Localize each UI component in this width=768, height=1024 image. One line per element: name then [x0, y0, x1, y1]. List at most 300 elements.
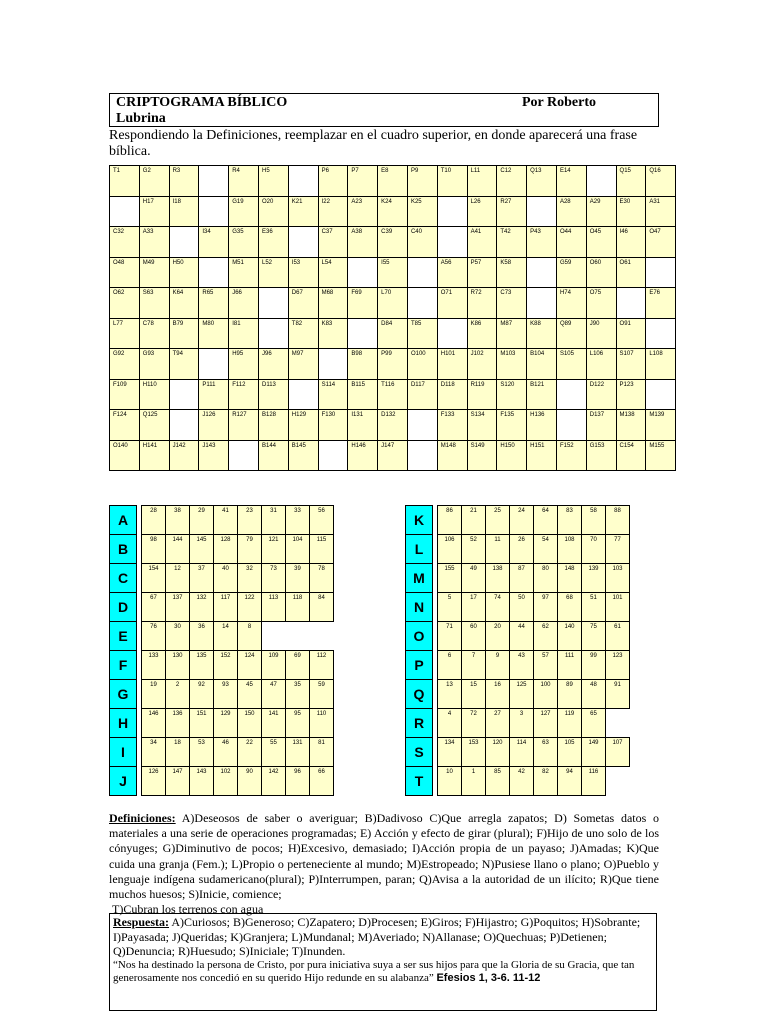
grid-cell[interactable] — [348, 410, 378, 441]
key-number[interactable]: 131 — [286, 738, 310, 767]
grid-cell[interactable] — [318, 379, 348, 410]
key-number[interactable]: 124 — [238, 651, 262, 680]
key-number[interactable]: 119 — [558, 709, 582, 738]
key-number[interactable]: 17 — [462, 593, 486, 622]
key-number[interactable]: 145 — [190, 535, 214, 564]
grid-cell[interactable] — [348, 379, 378, 410]
grid-cell[interactable] — [258, 227, 288, 258]
key-number[interactable]: 16 — [486, 680, 510, 709]
grid-cell[interactable] — [139, 410, 169, 441]
key-number[interactable]: 98 — [142, 535, 166, 564]
grid-cell[interactable] — [169, 257, 199, 288]
grid-cell[interactable] — [110, 349, 140, 380]
key-number[interactable]: 67 — [142, 593, 166, 622]
key-number[interactable]: 85 — [486, 767, 510, 796]
key-number[interactable]: 139 — [582, 564, 606, 593]
grid-cell[interactable] — [110, 318, 140, 349]
grid-cell[interactable] — [616, 318, 646, 349]
grid-cell[interactable] — [139, 318, 169, 349]
key-number[interactable]: 32 — [238, 564, 262, 593]
grid-cell[interactable] — [348, 440, 378, 471]
key-number[interactable]: 144 — [166, 535, 190, 564]
grid-cell[interactable] — [378, 379, 408, 410]
key-number[interactable]: 146 — [142, 709, 166, 738]
grid-cell[interactable] — [407, 379, 437, 410]
grid-cell[interactable] — [348, 227, 378, 258]
grid-cell[interactable] — [467, 349, 497, 380]
key-number[interactable]: 115 — [310, 535, 334, 564]
key-number[interactable]: 3 — [510, 709, 534, 738]
grid-cell[interactable] — [646, 166, 676, 197]
key-number[interactable]: 111 — [558, 651, 582, 680]
grid-cell[interactable] — [348, 288, 378, 319]
grid-cell[interactable] — [497, 288, 527, 319]
grid-cell[interactable] — [229, 288, 259, 319]
key-number[interactable]: 80 — [534, 564, 558, 593]
key-number[interactable]: 123 — [606, 651, 630, 680]
grid-cell[interactable] — [467, 440, 497, 471]
key-number[interactable]: 93 — [214, 680, 238, 709]
key-number[interactable]: 38 — [166, 506, 190, 535]
grid-cell[interactable] — [169, 440, 199, 471]
key-number[interactable]: 110 — [310, 709, 334, 738]
key-number[interactable]: 100 — [534, 680, 558, 709]
grid-cell[interactable] — [616, 257, 646, 288]
key-number[interactable]: 153 — [462, 738, 486, 767]
grid-cell[interactable] — [407, 318, 437, 349]
key-number[interactable]: 141 — [262, 709, 286, 738]
key-number[interactable]: 65 — [582, 709, 606, 738]
key-number[interactable]: 61 — [606, 622, 630, 651]
key-number[interactable]: 26 — [510, 535, 534, 564]
key-number[interactable]: 142 — [262, 767, 286, 796]
key-number[interactable]: 15 — [462, 680, 486, 709]
key-number[interactable]: 19 — [142, 680, 166, 709]
grid-cell[interactable] — [258, 440, 288, 471]
grid-cell[interactable] — [616, 196, 646, 227]
grid-cell[interactable] — [378, 288, 408, 319]
key-number[interactable]: 18 — [166, 738, 190, 767]
grid-cell[interactable] — [556, 349, 586, 380]
key-number[interactable]: 88 — [606, 506, 630, 535]
grid-cell[interactable] — [527, 440, 557, 471]
key-number[interactable]: 143 — [190, 767, 214, 796]
grid-cell[interactable] — [497, 440, 527, 471]
grid-cell[interactable] — [497, 379, 527, 410]
key-number[interactable]: 9 — [486, 651, 510, 680]
key-number[interactable]: 92 — [190, 680, 214, 709]
grid-cell[interactable] — [318, 227, 348, 258]
key-number[interactable]: 89 — [558, 680, 582, 709]
grid-cell[interactable] — [556, 257, 586, 288]
grid-cell[interactable] — [437, 257, 467, 288]
grid-cell[interactable] — [467, 166, 497, 197]
grid-cell[interactable] — [616, 227, 646, 258]
key-number[interactable]: 152 — [214, 651, 238, 680]
grid-cell[interactable] — [467, 288, 497, 319]
grid-cell[interactable] — [646, 196, 676, 227]
grid-cell[interactable] — [497, 349, 527, 380]
grid-cell[interactable] — [467, 410, 497, 441]
key-number[interactable]: 43 — [510, 651, 534, 680]
key-number[interactable]: 50 — [510, 593, 534, 622]
grid-cell[interactable] — [378, 349, 408, 380]
grid-cell[interactable] — [258, 410, 288, 441]
key-number[interactable]: 35 — [286, 680, 310, 709]
key-number[interactable]: 76 — [142, 622, 166, 651]
grid-cell[interactable] — [288, 288, 318, 319]
key-number[interactable]: 125 — [510, 680, 534, 709]
grid-cell[interactable] — [497, 227, 527, 258]
grid-cell[interactable] — [229, 196, 259, 227]
grid-cell[interactable] — [497, 257, 527, 288]
key-number[interactable]: 134 — [438, 738, 462, 767]
grid-cell[interactable] — [616, 410, 646, 441]
key-number[interactable]: 138 — [486, 564, 510, 593]
key-number[interactable]: 55 — [262, 738, 286, 767]
key-number[interactable]: 51 — [582, 593, 606, 622]
grid-cell[interactable] — [437, 349, 467, 380]
key-number[interactable]: 121 — [262, 535, 286, 564]
grid-cell[interactable] — [556, 196, 586, 227]
key-number[interactable]: 87 — [510, 564, 534, 593]
grid-cell[interactable] — [139, 288, 169, 319]
key-number[interactable]: 31 — [262, 506, 286, 535]
key-number[interactable]: 71 — [438, 622, 462, 651]
grid-cell[interactable] — [556, 288, 586, 319]
key-number[interactable]: 82 — [534, 767, 558, 796]
grid-cell[interactable] — [467, 227, 497, 258]
grid-cell[interactable] — [497, 318, 527, 349]
key-number[interactable]: 106 — [438, 535, 462, 564]
key-number[interactable]: 77 — [606, 535, 630, 564]
grid-cell[interactable] — [318, 288, 348, 319]
grid-cell[interactable] — [199, 440, 229, 471]
grid-cell[interactable] — [110, 166, 140, 197]
grid-cell[interactable] — [110, 288, 140, 319]
key-number[interactable]: 60 — [462, 622, 486, 651]
key-number[interactable]: 20 — [486, 622, 510, 651]
grid-cell[interactable] — [378, 196, 408, 227]
key-number[interactable]: 14 — [214, 622, 238, 651]
grid-cell[interactable] — [229, 379, 259, 410]
key-number[interactable]: 73 — [262, 564, 286, 593]
grid-cell[interactable] — [527, 318, 557, 349]
key-number[interactable]: 97 — [534, 593, 558, 622]
key-number[interactable]: 114 — [510, 738, 534, 767]
grid-cell[interactable] — [318, 166, 348, 197]
grid-cell[interactable] — [527, 227, 557, 258]
grid-cell[interactable] — [437, 166, 467, 197]
key-number[interactable]: 53 — [190, 738, 214, 767]
key-number[interactable]: 54 — [534, 535, 558, 564]
key-number[interactable]: 37 — [190, 564, 214, 593]
key-number[interactable]: 122 — [238, 593, 262, 622]
key-number[interactable]: 22 — [238, 738, 262, 767]
key-number[interactable]: 40 — [214, 564, 238, 593]
grid-cell[interactable] — [556, 166, 586, 197]
key-number[interactable]: 155 — [438, 564, 462, 593]
key-number[interactable]: 69 — [286, 651, 310, 680]
key-number[interactable]: 79 — [238, 535, 262, 564]
grid-cell[interactable] — [527, 166, 557, 197]
grid-cell[interactable] — [139, 166, 169, 197]
key-number[interactable]: 63 — [534, 738, 558, 767]
grid-cell[interactable] — [229, 349, 259, 380]
grid-cell[interactable] — [258, 349, 288, 380]
key-number[interactable]: 46 — [214, 738, 238, 767]
grid-cell[interactable] — [110, 440, 140, 471]
key-number[interactable]: 44 — [510, 622, 534, 651]
grid-cell[interactable] — [586, 379, 616, 410]
grid-cell[interactable] — [199, 410, 229, 441]
grid-cell[interactable] — [258, 379, 288, 410]
key-number[interactable]: 105 — [558, 738, 582, 767]
grid-cell[interactable] — [616, 166, 646, 197]
grid-cell[interactable] — [229, 166, 259, 197]
key-number[interactable]: 28 — [142, 506, 166, 535]
grid-cell[interactable] — [646, 410, 676, 441]
key-number[interactable]: 74 — [486, 593, 510, 622]
key-number[interactable]: 6 — [438, 651, 462, 680]
key-number[interactable]: 52 — [462, 535, 486, 564]
grid-cell[interactable] — [527, 410, 557, 441]
key-number[interactable]: 66 — [310, 767, 334, 796]
grid-cell[interactable] — [169, 318, 199, 349]
grid-cell[interactable] — [229, 410, 259, 441]
key-number[interactable]: 11 — [486, 535, 510, 564]
key-number[interactable]: 33 — [286, 506, 310, 535]
grid-cell[interactable] — [407, 196, 437, 227]
grid-cell[interactable] — [467, 379, 497, 410]
key-number[interactable]: 59 — [310, 680, 334, 709]
grid-cell[interactable] — [407, 227, 437, 258]
grid-cell[interactable] — [616, 440, 646, 471]
key-number[interactable]: 108 — [558, 535, 582, 564]
key-number[interactable]: 130 — [166, 651, 190, 680]
grid-cell[interactable] — [586, 318, 616, 349]
key-number[interactable]: 154 — [142, 564, 166, 593]
grid-cell[interactable] — [556, 440, 586, 471]
grid-cell[interactable] — [199, 379, 229, 410]
grid-cell[interactable] — [318, 196, 348, 227]
key-number[interactable]: 94 — [558, 767, 582, 796]
grid-cell[interactable] — [288, 318, 318, 349]
grid-cell[interactable] — [139, 196, 169, 227]
key-number[interactable]: 27 — [486, 709, 510, 738]
key-number[interactable]: 95 — [286, 709, 310, 738]
grid-cell[interactable] — [258, 196, 288, 227]
key-number[interactable]: 107 — [606, 738, 630, 767]
key-number[interactable]: 34 — [142, 738, 166, 767]
key-number[interactable]: 91 — [606, 680, 630, 709]
key-number[interactable]: 75 — [582, 622, 606, 651]
key-number[interactable]: 13 — [438, 680, 462, 709]
key-number[interactable]: 7 — [462, 651, 486, 680]
grid-cell[interactable] — [229, 227, 259, 258]
grid-cell[interactable] — [378, 257, 408, 288]
key-number[interactable]: 133 — [142, 651, 166, 680]
key-number[interactable]: 64 — [534, 506, 558, 535]
key-number[interactable]: 128 — [214, 535, 238, 564]
grid-cell[interactable] — [378, 227, 408, 258]
grid-cell[interactable] — [348, 349, 378, 380]
grid-cell[interactable] — [527, 349, 557, 380]
key-number[interactable]: 21 — [462, 506, 486, 535]
key-number[interactable]: 126 — [142, 767, 166, 796]
grid-cell[interactable] — [318, 410, 348, 441]
key-number[interactable]: 101 — [606, 593, 630, 622]
grid-cell[interactable] — [288, 257, 318, 288]
key-number[interactable]: 86 — [438, 506, 462, 535]
key-number[interactable]: 137 — [166, 593, 190, 622]
key-number[interactable]: 104 — [286, 535, 310, 564]
grid-cell[interactable] — [586, 227, 616, 258]
key-number[interactable]: 129 — [214, 709, 238, 738]
key-number[interactable]: 135 — [190, 651, 214, 680]
key-number[interactable]: 84 — [310, 593, 334, 622]
key-number[interactable]: 57 — [534, 651, 558, 680]
grid-cell[interactable] — [229, 318, 259, 349]
key-number[interactable]: 4 — [438, 709, 462, 738]
key-number[interactable]: 29 — [190, 506, 214, 535]
grid-cell[interactable] — [169, 288, 199, 319]
key-number[interactable]: 8 — [238, 622, 262, 651]
key-number[interactable]: 62 — [534, 622, 558, 651]
grid-cell[interactable] — [437, 288, 467, 319]
grid-cell[interactable] — [169, 349, 199, 380]
grid-cell[interactable] — [288, 349, 318, 380]
grid-cell[interactable] — [288, 410, 318, 441]
key-number[interactable]: 112 — [310, 651, 334, 680]
grid-cell[interactable] — [110, 410, 140, 441]
key-number[interactable]: 5 — [438, 593, 462, 622]
grid-cell[interactable] — [437, 440, 467, 471]
key-number[interactable]: 56 — [310, 506, 334, 535]
key-number[interactable]: 90 — [238, 767, 262, 796]
key-number[interactable]: 1 — [462, 767, 486, 796]
grid-cell[interactable] — [229, 257, 259, 288]
grid-cell[interactable] — [586, 349, 616, 380]
key-number[interactable]: 30 — [166, 622, 190, 651]
grid-cell[interactable] — [437, 410, 467, 441]
grid-cell[interactable] — [527, 379, 557, 410]
key-number[interactable]: 39 — [286, 564, 310, 593]
grid-cell[interactable] — [110, 227, 140, 258]
grid-cell[interactable] — [258, 257, 288, 288]
key-number[interactable]: 120 — [486, 738, 510, 767]
key-number[interactable]: 36 — [190, 622, 214, 651]
grid-cell[interactable] — [318, 257, 348, 288]
grid-cell[interactable] — [348, 166, 378, 197]
grid-cell[interactable] — [646, 349, 676, 380]
grid-cell[interactable] — [407, 349, 437, 380]
grid-cell[interactable] — [646, 288, 676, 319]
grid-cell[interactable] — [378, 166, 408, 197]
grid-cell[interactable] — [646, 440, 676, 471]
grid-cell[interactable] — [199, 318, 229, 349]
key-number[interactable]: 96 — [286, 767, 310, 796]
grid-cell[interactable] — [556, 318, 586, 349]
grid-cell[interactable] — [378, 440, 408, 471]
grid-cell[interactable] — [467, 257, 497, 288]
key-number[interactable]: 78 — [310, 564, 334, 593]
key-number[interactable]: 72 — [462, 709, 486, 738]
key-number[interactable]: 42 — [510, 767, 534, 796]
key-number[interactable]: 147 — [166, 767, 190, 796]
grid-cell[interactable] — [288, 196, 318, 227]
key-number[interactable]: 41 — [214, 506, 238, 535]
key-number[interactable]: 150 — [238, 709, 262, 738]
grid-cell[interactable] — [586, 257, 616, 288]
key-number[interactable]: 12 — [166, 564, 190, 593]
key-number[interactable]: 47 — [262, 680, 286, 709]
key-number[interactable]: 148 — [558, 564, 582, 593]
grid-cell[interactable] — [616, 379, 646, 410]
key-number[interactable]: 81 — [310, 738, 334, 767]
grid-cell[interactable] — [586, 410, 616, 441]
grid-cell[interactable] — [556, 227, 586, 258]
key-number[interactable]: 116 — [582, 767, 606, 796]
key-number[interactable]: 118 — [286, 593, 310, 622]
key-number[interactable]: 83 — [558, 506, 582, 535]
grid-cell[interactable] — [616, 349, 646, 380]
grid-cell[interactable] — [378, 410, 408, 441]
key-number[interactable]: 117 — [214, 593, 238, 622]
grid-cell[interactable] — [586, 288, 616, 319]
key-number[interactable]: 24 — [510, 506, 534, 535]
key-number[interactable]: 25 — [486, 506, 510, 535]
grid-cell[interactable] — [199, 227, 229, 258]
grid-cell[interactable] — [378, 318, 408, 349]
key-number[interactable]: 103 — [606, 564, 630, 593]
grid-cell[interactable] — [497, 166, 527, 197]
key-number[interactable]: 127 — [534, 709, 558, 738]
grid-cell[interactable] — [110, 379, 140, 410]
key-number[interactable]: 70 — [582, 535, 606, 564]
grid-cell[interactable] — [497, 196, 527, 227]
grid-cell[interactable] — [139, 440, 169, 471]
key-number[interactable]: 109 — [262, 651, 286, 680]
key-number[interactable]: 149 — [582, 738, 606, 767]
key-number[interactable]: 10 — [438, 767, 462, 796]
key-number[interactable]: 68 — [558, 593, 582, 622]
key-number[interactable]: 99 — [582, 651, 606, 680]
grid-cell[interactable] — [258, 166, 288, 197]
grid-cell[interactable] — [288, 440, 318, 471]
key-number[interactable]: 58 — [582, 506, 606, 535]
key-number[interactable]: 48 — [582, 680, 606, 709]
grid-cell[interactable] — [139, 227, 169, 258]
grid-cell[interactable] — [497, 410, 527, 441]
grid-cell[interactable] — [646, 227, 676, 258]
key-number[interactable]: 132 — [190, 593, 214, 622]
grid-cell[interactable] — [139, 379, 169, 410]
grid-cell[interactable] — [467, 196, 497, 227]
grid-cell[interactable] — [139, 257, 169, 288]
key-number[interactable]: 45 — [238, 680, 262, 709]
grid-cell[interactable] — [110, 257, 140, 288]
grid-cell[interactable] — [586, 440, 616, 471]
grid-cell[interactable] — [169, 166, 199, 197]
grid-cell[interactable] — [348, 196, 378, 227]
grid-cell[interactable] — [169, 196, 199, 227]
key-number[interactable]: 113 — [262, 593, 286, 622]
grid-cell[interactable] — [586, 196, 616, 227]
key-number[interactable]: 102 — [214, 767, 238, 796]
grid-cell[interactable] — [437, 379, 467, 410]
grid-cell[interactable] — [407, 166, 437, 197]
